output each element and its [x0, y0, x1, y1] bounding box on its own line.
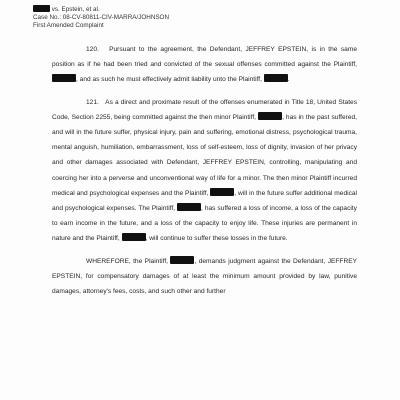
redaction-block [264, 74, 288, 82]
paragraph-text: . [287, 76, 290, 84]
redaction-block [52, 74, 76, 82]
paragraph-number: 121. [86, 98, 99, 106]
paragraph-text: , has suffered a loss of income, a loss of the capacity to earn income in the future, and a loss of the capacity to enjoy life. These injuries are permanent in nature and the Plaintiff, [52, 205, 357, 243]
paragraph-text: , and as such he must effectively admit liability unto the Plaintiff, [76, 76, 262, 84]
paragraph-wherefore [52, 254, 357, 300]
case-caption [33, 5, 169, 14]
paragraph-text: Pursuant to the agreement, the Defendant, JEFFREY EPSTEIN, is in the same position as if he had been tried and convicted of the sexual offenses committed against the Plaintiff, [52, 46, 357, 69]
redaction-block [33, 5, 50, 12]
document-title: First Amended Complaint [33, 22, 104, 29]
document-body [52, 42, 357, 306]
paragraph-number: 120. [86, 46, 99, 53]
paragraph-text: , demands judgment against the Defendant, JEFFREY EPSTEIN, for compensatory damages of at least the minimum amount provided by law, punitive damages, attorney's fees, costs, and such other and further [52, 257, 358, 296]
paragraph-text: As a direct and proximate result of the offenses enumerated in Title 18, United States Code, Section 2255, being committed against the then minor Plaintiff, [52, 98, 358, 121]
paragraph-text: , will continue to suffer these losses in the future. [145, 235, 288, 243]
redaction-block [177, 203, 201, 211]
paragraph-120 [52, 42, 357, 88]
redaction-block [122, 233, 146, 241]
case-header [33, 5, 169, 30]
redaction-block [258, 112, 282, 120]
paragraph-121 [52, 95, 357, 247]
redaction-block [210, 188, 234, 196]
caption-suffix: vs. Epstein, et al. [51, 6, 100, 13]
case-number: Case No.: 08-CV-80811-CIV-MARRA/JOHNSON [33, 14, 170, 21]
redaction-block [170, 256, 194, 264]
paragraph-text: , will in the future suffer additional medical and psychological expenses. The Plaintiff, [52, 189, 358, 213]
paragraph-text: WHEREFORE, the Plaintiff, [86, 257, 169, 265]
paragraph-text: , has in the past suffered, and will in the future suffer, physical injury, pain and suffering, emotional distress, psychological trauma, mental anguish, humiliation, embarrassment, loss of self-esteem, loss of dignity, invasion of her privacy and other damages associated with Defendant, JEFFREY EPSTEIN, controlling, manipulating and coercing her into a perverse and unconventional way of life for a minor. The then minor Plaintiff incurred medical and psychological expenses and the Plaintiff, [52, 113, 357, 197]
